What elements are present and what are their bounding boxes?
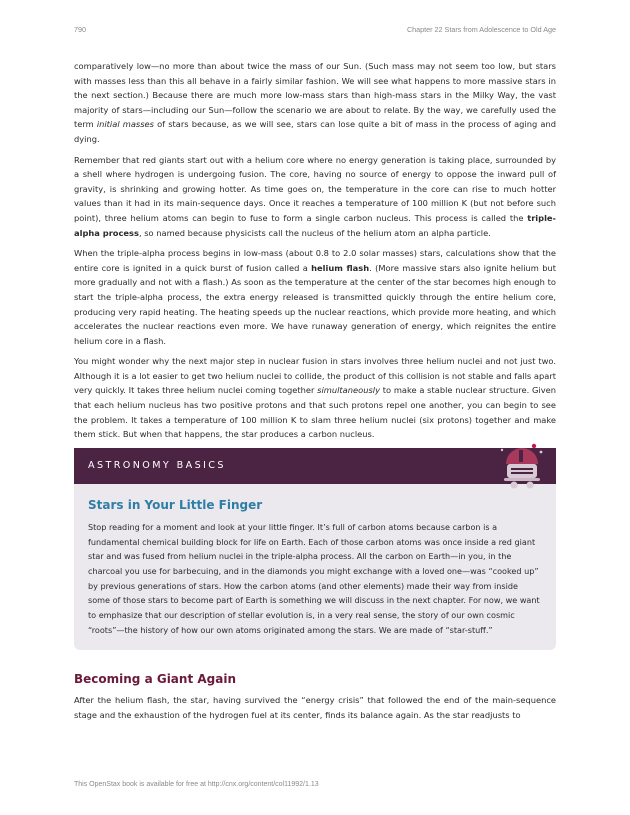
page-footer: This OpenStax book is available for free at http://cnx.org/content/col11992/1.13	[74, 781, 319, 788]
page-header	[74, 25, 556, 37]
paragraph-3-text: When the triple-alpha process begins in low-mass (about 0.8 to 2.0 solar masses) stars, calculations show that the entire core is ignited in a quick burst of fusion called a	[74, 248, 556, 273]
simultaneously-term: simultaneously	[317, 385, 381, 396]
triple-alpha-keyword: triple-alpha process	[74, 212, 556, 238]
paragraph-4-text: You might wonder why the next major step in nuclear fusion in stars involves three helium nuclei and not just two. Although it is a lot easier to get two helium nuclei to collide, the product of this collision is not stable and falls apart very quickly. It takes three helium nuclei coming together	[74, 356, 556, 396]
page-number: 790	[74, 25, 86, 34]
paragraph-1	[74, 59, 556, 147]
paragraph-2-end: , so named because physicists call the nucleus of the helium atom an alpha particle.	[138, 227, 491, 238]
feature-header	[74, 448, 556, 484]
paragraph-1-text: comparatively low—no more than about twice the mass of our Sun. (Such mass may not seem too low, but stars with masses less than this all behave in a fairly similar fashion. We will see what happens to more massive stars in the next section.) Because there are much more low-mass stars than high-mass stars in the Milky Way, the vast majority of stars—including our Sun—follow the scenario we are about to relate. By the way, we carefully used the term	[74, 61, 556, 130]
paragraph-3	[74, 246, 556, 348]
paragraph-1-end: of stars because, as we will see, stars can lose quite a bit of mass in the process of aging and dying.	[74, 119, 556, 144]
feature-label: ASTRONOMY BASICS	[88, 460, 226, 472]
section-paragraph: After the helium flash, the star, having survived the “energy crisis” that followed the end of the main-sequence stage and the exhaustion of the hydrogen fuel at its center, finds its balance again. As the star readjusts to	[74, 695, 556, 721]
helium-flash-keyword: helium flash	[311, 262, 370, 273]
telescope-observatory-icon	[494, 440, 550, 492]
astronomy-basics-feature	[74, 448, 556, 651]
section-heading: Becoming a Giant Again	[74, 672, 236, 687]
paragraph-2	[74, 153, 556, 241]
paragraph-2-text: Remember that red giants start out with a helium core where no energy generation is taking place, surrounded by a shell where hydrogen is undergoing fusion. The core, having no source of energy to oppose the inward pull of gravity, is shrinking and growing hotter. As time goes on, the temperature in the core can rise to much hotter values than it had in its main-sequence days. Once it reaches a temperature of 100 million K (but not before such point), three helium atoms can begin to fuse to form a single carbon nucleus. This process is called the	[74, 154, 556, 223]
paragraph-4-end: to make a stable nuclear structure. Given that each helium nucleus has two positive protons and that such protons repel one another, you can begin to see the problem. It takes a temperature of 100 million K to slam three helium nuclei (six protons) together and make them stick. But when that happens, the star produces a carbon nucleus.	[74, 385, 556, 440]
chapter-title: Chapter 22 Stars from Adolescence to Old Age	[406, 25, 556, 34]
initial-masses-term: initial masses	[96, 119, 154, 130]
feature-text: Stop reading for a moment and look at your little finger. It’s full of carbon atoms because carbon is a fundamental chemical building block for life on Earth. Each of those carbon atoms was once inside a red giant star and was fused from helium nuclei in the triple-alpha process. All the carbon on Earth—in you, in the charcoal you use for barbecuing, and in the diamonds you might exchange with a loved one—was “cooked up” by previous generations of stars. How the carbon atoms (and other elements) made their way from inside some of those stars to become part of Earth is something we will discuss in the next chapter. For now, we want to emphasize that our description of stellar evolution is, in a very real sense, the story of our own cosmic “roots”—the history of how our own atoms originated among the stars. We are made of “star-stuff.”	[88, 521, 540, 635]
feature-title: Stars in Your Little Finger	[88, 497, 263, 512]
paragraph-4	[74, 354, 556, 442]
feature-body	[74, 484, 556, 651]
paragraph-3-end: . (More massive stars also ignite helium but more gradually and not with a flash.) As soon as the temperature at the center of the star becomes high enough to start the triple-alpha process, the extra energy released is transmitted quickly through the entire helium core, producing very rapid heating. The heating speeds up the nuclear reactions, which provide more heating, and which accelerates the nuclear reactions even more. We have runaway generation of energy, which reignites the entire helium core in a flash.	[74, 262, 556, 346]
page-content	[74, 59, 556, 729]
